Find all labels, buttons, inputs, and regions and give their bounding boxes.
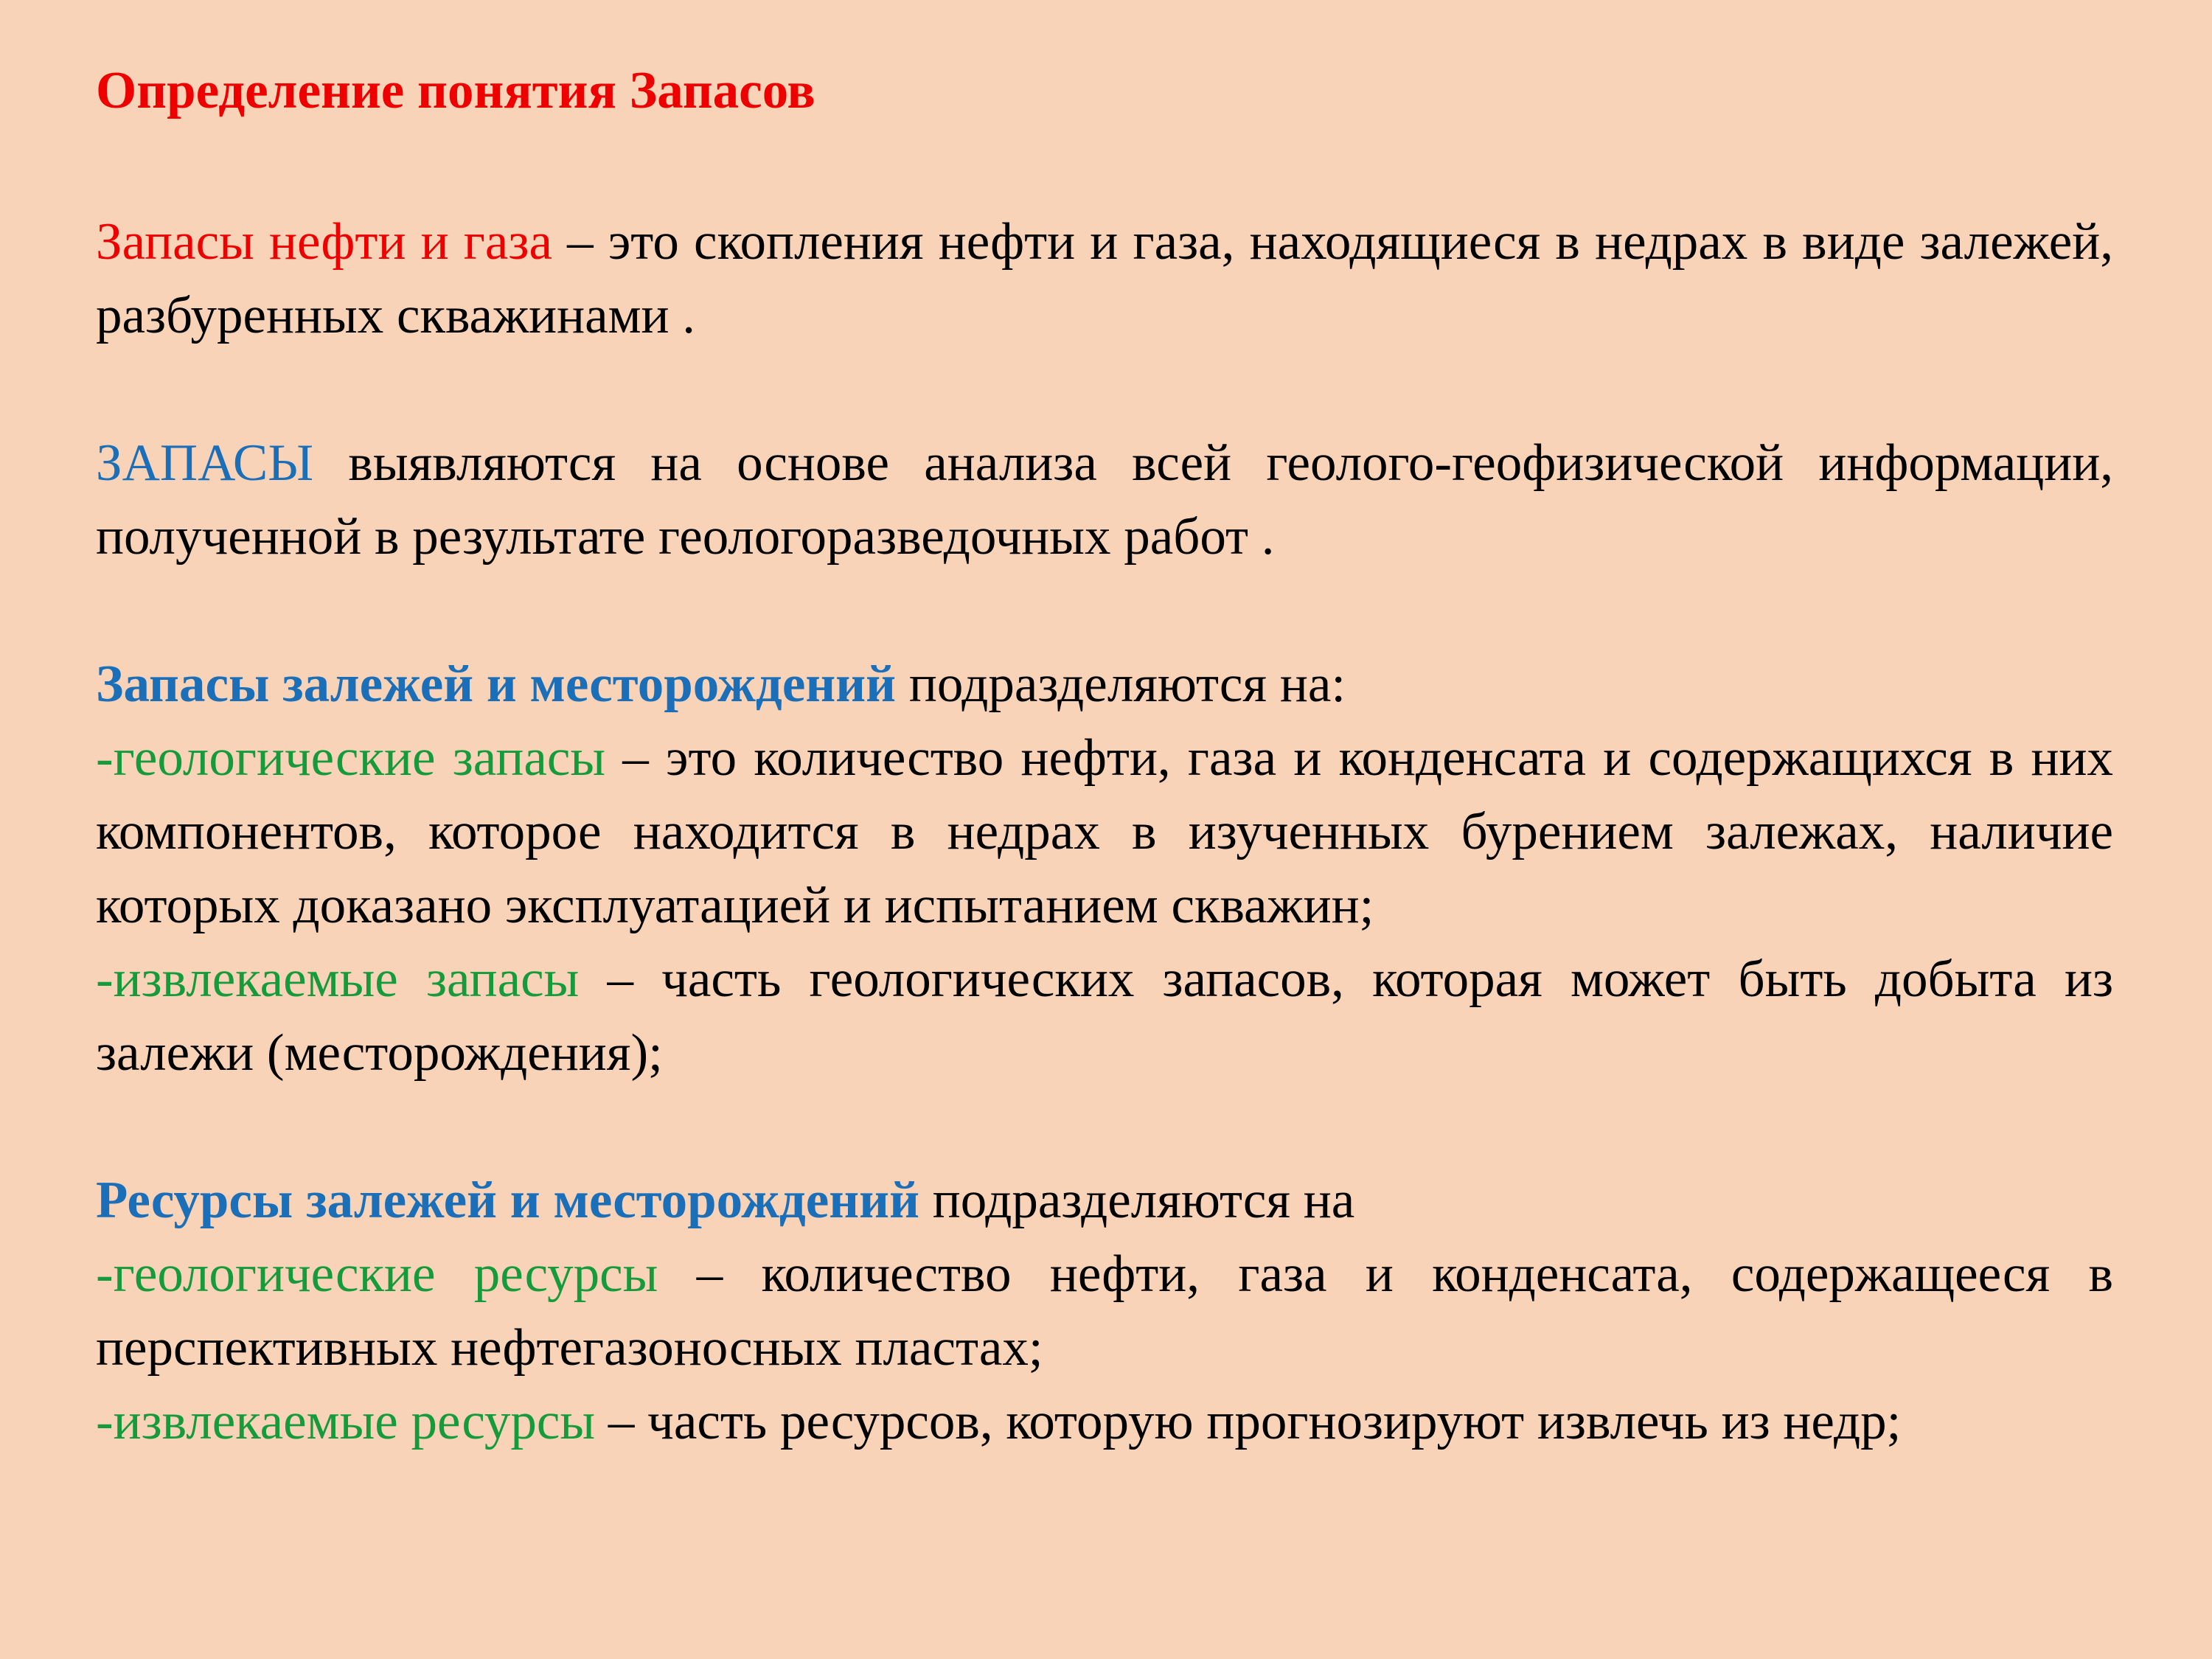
spacer bbox=[96, 124, 2113, 205]
resources-item-text: – часть ресурсов, которую прогнозируют извлечь из недр; bbox=[595, 1393, 1902, 1450]
resources-item-recoverable bbox=[96, 1385, 2113, 1458]
definition-text: – это скопления нефти и газа, находящиеся в недрах в виде залежей, разбуренных скважинами . bbox=[96, 213, 2114, 344]
detection-paragraph bbox=[96, 426, 2113, 574]
spacer bbox=[96, 574, 2113, 647]
resources-heading-term: Ресурсы залежей и месторождений bbox=[96, 1172, 920, 1229]
slide-content bbox=[96, 58, 2113, 1458]
definition-term: Запасы нефти и газа bbox=[96, 213, 552, 271]
reserves-heading bbox=[96, 647, 2113, 721]
resources-heading-suffix: подразделяются на bbox=[919, 1172, 1355, 1229]
spacer bbox=[96, 352, 2113, 426]
resources-item-term: -извлекаемые ресурсы bbox=[96, 1393, 596, 1450]
resources-heading bbox=[96, 1164, 2113, 1237]
slide-title: Определение понятия Запасов bbox=[96, 62, 815, 119]
resources-item-term: -геологические ресурсы bbox=[96, 1245, 658, 1303]
reserves-item-text: – это количество нефти, газа и конденсата и содержащихся в них компонентов, которое находится в недрах в изученных бурением залежах, наличие которых доказано эксплуатацией и испытанием скважин; bbox=[96, 729, 2114, 934]
reserves-heading-suffix: подразделяются на: bbox=[896, 655, 1346, 713]
reserves-item-term: -геологические запасы bbox=[96, 729, 606, 787]
resources-item-geological bbox=[96, 1237, 2113, 1385]
detection-term: ЗАПАСЫ bbox=[96, 434, 314, 492]
reserves-heading-term: Запасы залежей и месторождений bbox=[96, 655, 897, 713]
reserves-item-text: – часть геологических запасов, которая может быть добыта из залежи (месторождения); bbox=[96, 950, 2113, 1082]
detection-text: выявляются на основе анализа всей геолого-геофизической информации, полученной в результате геологоразведочных работ . bbox=[96, 434, 2113, 566]
reserves-item-recoverable bbox=[96, 942, 2113, 1090]
resources-item-text: – количество нефти, газа и конденсата, содержащееся в перспективных нефтегазоносных пластах; bbox=[96, 1245, 2113, 1377]
reserves-item-geological bbox=[96, 721, 2113, 942]
definition-paragraph bbox=[96, 205, 2113, 352]
reserves-item-term: -извлекаемые запасы bbox=[96, 950, 580, 1008]
spacer bbox=[96, 1090, 2113, 1164]
